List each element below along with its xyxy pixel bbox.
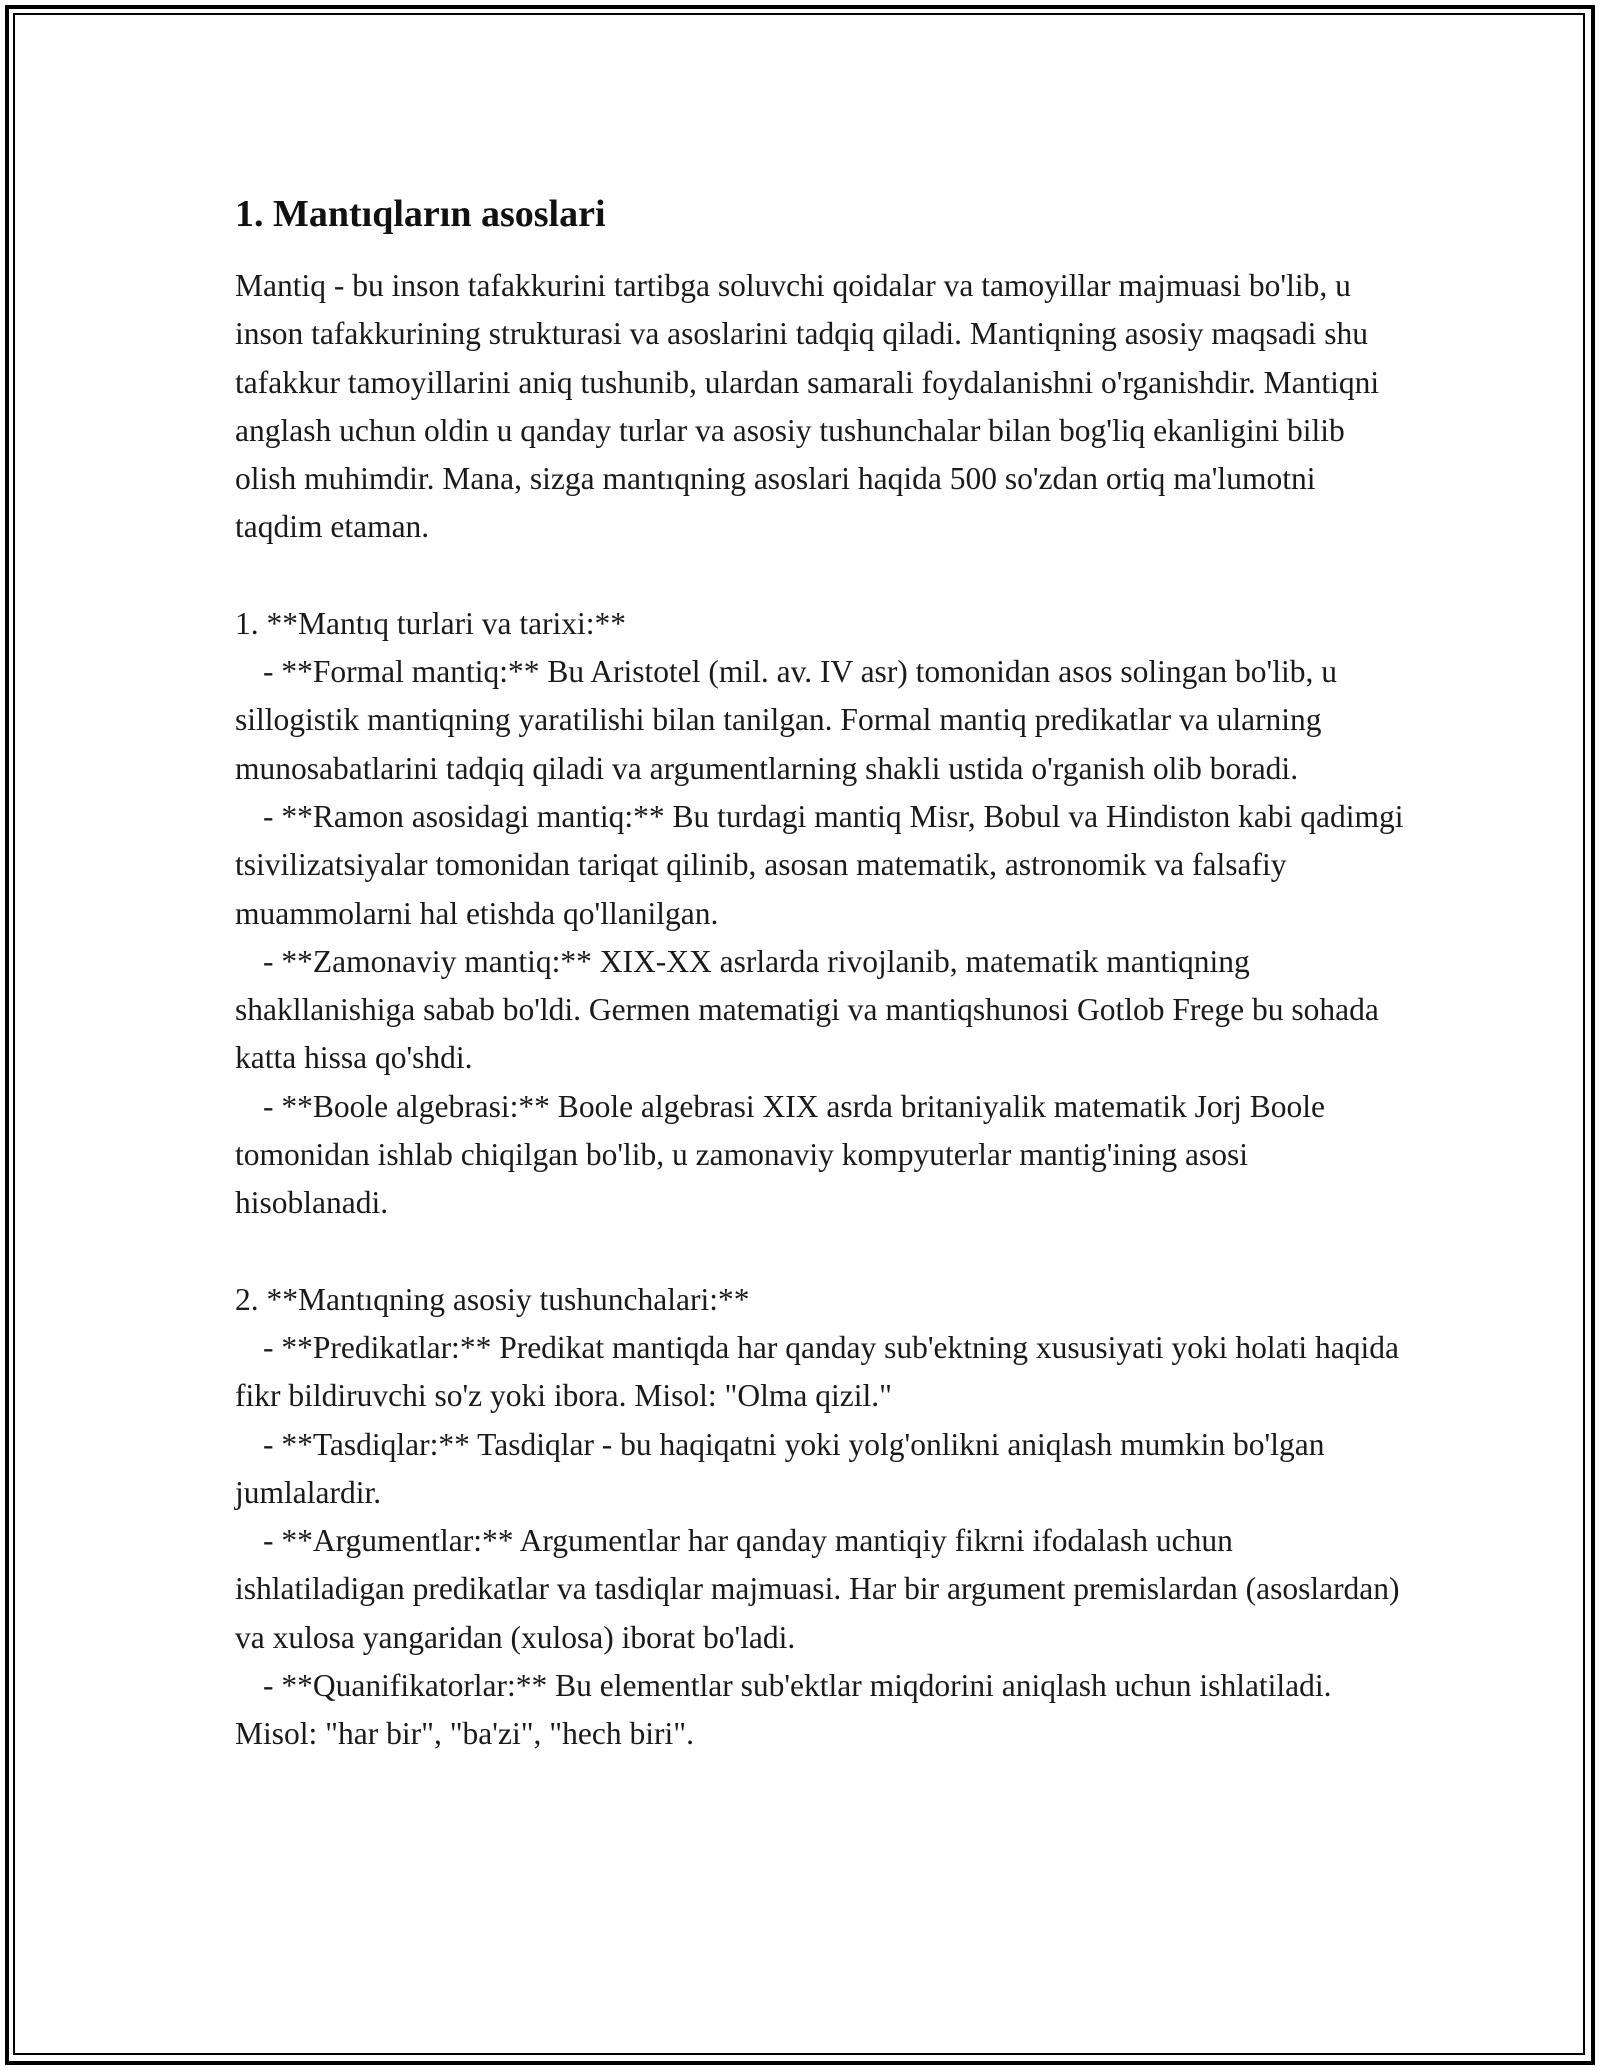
document-title: 1. Mantıqların asoslari — [235, 193, 606, 235]
list-item: - **Tasdiqlar:** Tasdiqlar - bu haqiqatni yoki yolg'onlikni aniqlash mumkin bo'lgan jumlalardir. — [235, 1426, 1325, 1510]
intro-paragraph: Mantiq - bu inson tafakkurini tartibga soluvchi qoidalar va tamoyillar majmuasi bo'lib, u inson tafakkurining strukturasi va asoslarini tadqiq qiladi. Mantiqning asosiy maqsadi shu tafakkur tamoyillarini aniq tushunib, ulardan samarali foydalanishni o'rganishdir. Mantiqni anglash uchun oldin u qanday turlar va asosiy tushunchalar bilan bog'liq ekanligini bilib olish muhimdir. Mana, sizga mantıqning asoslari haqida 500 so'zdan ortiq ma'lumotni taqdim etaman. — [235, 268, 1380, 545]
section-heading: 2. **Mantıqning asosiy tushunchalari:** — [235, 1281, 750, 1317]
section-heading: 1. **Mantıq turlari va tarixi:** — [235, 605, 627, 641]
list-item: - **Formal mantiq:** Bu Aristotel (mil. av. IV asr) tomonidan asos solingan bo'lib, u sillogistik mantiqning yaratilishi bilan tanilgan. Formal mantiq predikatlar va ularning munosabatlarini tadqiq qiladi va argumentlarning shakli ustida o'rganish olib boradi. — [235, 654, 1337, 786]
list-item: - **Boole algebrasi:** Boole algebrasi XIX asrda britaniyalik matematik Jorj Boole tomonidan ishlab chiqilgan bo'lib, u zamonaviy kompyuterlar mantig'ining asosi hisoblanadi. — [235, 1088, 1325, 1221]
list-item: - **Zamonaviy mantiq:** XIX-XX asrlarda rivojlanib, matematik mantiqning shakllanishiga sabab bo'ldi. Germen matematigi va mantiqshunosi Gotlob Frege bu sohada katta hissa qo'shdi. — [235, 943, 1379, 1076]
list-item: - **Quanifikatorlar:** Bu elementlar sub'ektlar miqdorini aniqlash uchun ishlatiladi. Misol: "har bir", "ba'zi", "hech biri". — [235, 1668, 1332, 1752]
paragraph-spacer — [235, 552, 1405, 600]
paragraph-spacer — [235, 1228, 1405, 1276]
document-body — [235, 188, 1405, 1759]
section-types-history — [235, 600, 1405, 1228]
list-item: - **Argumentlar:** Argumentlar har qanday mantiqiy fikrni ifodalash uchun ishlatiladigan predikatlar va tasdiqlar majmuasi. Har bir argument premislardan (asoslardan) va xulosa yangaridan (xulosa) iborat bo'ladi. — [235, 1523, 1400, 1655]
section-basic-concepts — [235, 1276, 1405, 1759]
list-item: - **Predikatlar:** Predikat mantiqda har qanday sub'ektning xususiyati yoki holati haqida fikr bildiruvchi so'z yoki ibora. Misol: "Olma qizil." — [235, 1329, 1399, 1414]
list-item: - **Ramon asosidagi mantiq:** Bu turdagi mantiq Misr, Bobul va Hindiston kabi qadimgi tsivilizatsiyalar tomonidan tariqat qilinib, asosan matematik, astronomik va falsafiy muammolarni hal etishda qo'llanilgan. — [235, 798, 1404, 931]
